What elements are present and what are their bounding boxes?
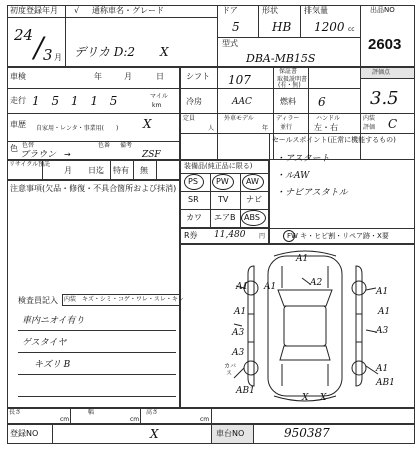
dealer-sub: 並行 [280,124,293,131]
divider [65,17,217,18]
chassis-no: 950387 [284,426,330,440]
fuel-value: 6 [318,95,326,109]
original-color: ブラウン [20,150,57,160]
damage-mark: A1 [234,307,247,317]
grade-label: 評価点 [372,69,391,76]
equip-kawa: カワ [186,213,202,222]
ac-label: 冷房 [186,97,202,106]
year-unit: 年 [94,72,102,81]
divider [70,408,71,424]
equip-pw: PW [216,177,229,186]
ac-value: AAC [232,97,252,107]
chassis-label: 車台NO [216,429,245,438]
grade-value: 3.5 [370,88,399,109]
equip-tv: TV [218,195,229,204]
equip-airbag: エアB [214,213,236,222]
damage-mark: A1 [376,364,389,374]
arrow: → [64,150,71,159]
cm-unit: cm [60,416,70,423]
reg-no-label: 登録NO [10,429,39,438]
divider [7,17,65,18]
divider [52,424,53,444]
note-line [18,352,176,353]
inspector-interior-label: 内装 [64,296,77,303]
inspector-label: 検査員記入 [18,296,58,305]
color-no-label: 色番 [98,142,111,149]
displacement-value: 1200 [314,20,345,34]
divider [65,5,66,67]
equip-ps: PS [188,177,198,186]
kapa-sub: ス [226,370,233,377]
sales-point-2: ・ルAW [276,171,310,181]
shift-value: 107 [228,73,251,87]
history-options: 自家用・レンタ・事業用( ) [36,125,119,132]
divider [269,228,415,229]
recycle-days: 日迄 [88,166,104,175]
recycle-none: 無 [140,166,148,175]
sales-point-3: ・ナビアスタトル [276,188,348,198]
day-unit: 日 [156,72,164,81]
circle-mark [242,174,264,190]
recycle-ok: 特有 [113,166,129,175]
circle-mark [283,230,295,242]
sales-footer: FW キ・ヒビ割・リペア跡・X要 [287,232,389,240]
mileage-value: 1 5 1 1 5 [32,94,122,108]
type-value: DBA-MB15S [246,52,316,65]
divider [110,160,111,180]
warranty-label: 保証書 [279,68,298,75]
damage-mark: AB1 [236,386,255,396]
divider [210,173,211,228]
color-label: 色 [10,144,18,153]
interior-label: 内装 [363,115,376,122]
color-no: ZSF [142,150,161,160]
cm-unit: cm [130,416,140,423]
divider [217,37,360,38]
damage-mark: X [302,393,309,403]
damage-mark: A1 [376,287,389,297]
inspection-label: 車検 [10,72,26,81]
displacement-label: 排気量 [304,6,328,15]
grade-mark: X [160,45,169,59]
month-unit: 月 [124,72,132,81]
handle-label: ハンドル [316,115,341,122]
header-frame [7,5,415,67]
note-line [18,330,176,331]
inspector-note-1: 車内ニオイ有り [22,316,85,326]
cc-unit: cc [348,26,355,33]
history-mark: X [143,117,152,131]
damage-mark: A2 [310,278,323,288]
note-line [18,374,176,375]
damage-mark: A3 [232,348,245,358]
inspector-note-3: キズリ B [34,360,71,370]
damage-mark: A1 [264,282,277,292]
door-label: ドア [222,6,238,15]
divider [7,113,180,114]
damage-mark: A3 [376,326,389,336]
inspector-interior-items: キズ・シミ・コゲ・ワレ・スレ・キレ [82,296,184,303]
equipment-title: 装備品(純正品に限る) [184,162,253,170]
door-value: 5 [232,20,240,34]
mile-unit: マイル [150,93,168,100]
damage-mark: A1 [296,254,309,264]
height-label: 高さ [146,409,159,416]
capacity-unit: 人 [208,125,215,132]
interior-value: C [388,117,398,131]
original-color-label: 色替 [22,142,35,149]
damage-mark: X [320,393,327,403]
divider [180,191,269,192]
circle-mark [241,210,266,226]
exhibit-no: 2603 [368,36,402,53]
equip-abs: ABS [244,213,260,222]
divider [253,424,254,444]
kapa-label: カバ [224,363,237,370]
length-label: 長さ [9,409,22,416]
damage-mark: A3 [232,328,245,338]
sales-point-1: ・アスタート [276,154,330,164]
interior-sub: 評価 [363,124,376,131]
dealer-label: ディラー [276,115,300,122]
first-reg-year: 24 [14,26,34,44]
circle-mark [184,174,204,190]
divider [180,113,415,114]
recycle-month: 月 [64,166,72,175]
model-name: デリカ D:2 [74,45,135,59]
capacity-label: 定員 [183,115,196,122]
divider [217,5,218,67]
divider [7,88,180,89]
shape-value: HB [272,20,292,34]
damage-mark: A1 [378,307,391,317]
month-unit: 月 [54,53,62,62]
notes-label: 注意事項(欠品・修復・不具合箇所および抹消) [10,184,177,193]
width-label: 幅 [88,409,95,416]
shape-label: 形状 [262,6,278,15]
divider [360,5,361,67]
reg-mark: X [150,427,159,441]
note-line [18,396,176,397]
history-label: 車歴 [10,120,26,129]
equip-aw: AW [246,177,259,186]
divider [360,78,415,79]
divider [140,408,141,424]
sales-points-title: セールスポイント(正常に機能するもの) [272,136,396,144]
circle-mark [212,174,234,190]
exhibit-no-label: 出品NO [370,6,395,14]
equip-sr: SR [188,195,199,204]
r-ticket-unit: 円 [259,233,266,240]
first-reg-month: 3 [43,46,53,64]
inspector-note-2: ゲスタイヤ [22,338,67,348]
cm-unit: cm [200,416,210,423]
slash: / [34,31,44,64]
divider [180,88,360,89]
r-ticket-value: 11,480 [214,230,246,240]
color-model-unit: 年 [262,125,269,132]
r-ticket-label: R券 [184,231,198,240]
km-unit: km [152,102,162,109]
damage-mark: AB1 [376,378,395,388]
color-model-label: 外車モデル [224,115,254,122]
divider [258,5,259,37]
divider [133,160,134,180]
damage-mark: A1 [236,282,249,292]
fuel-label: 燃料 [280,97,296,106]
equip-navi: ナビ [246,195,262,204]
first-reg-label: 初度登録年月 [10,6,58,15]
divider [300,5,301,37]
warranty-sub: 取扱説明書 [277,76,308,83]
type-label: 型式 [222,39,238,48]
check-icon: √ [74,6,80,15]
divider [156,160,157,180]
warranty-sub2: (有・無) [278,82,301,89]
note-label: 備考 [120,142,133,149]
recycle-label: リサイクル預託 [9,161,51,168]
mileage-label: 走行 [10,96,26,105]
shift-label: シフト [186,72,210,81]
model-label: 通称車名・グレード [92,6,164,15]
handle-value: 左・右 [314,123,338,132]
divider [211,408,212,424]
